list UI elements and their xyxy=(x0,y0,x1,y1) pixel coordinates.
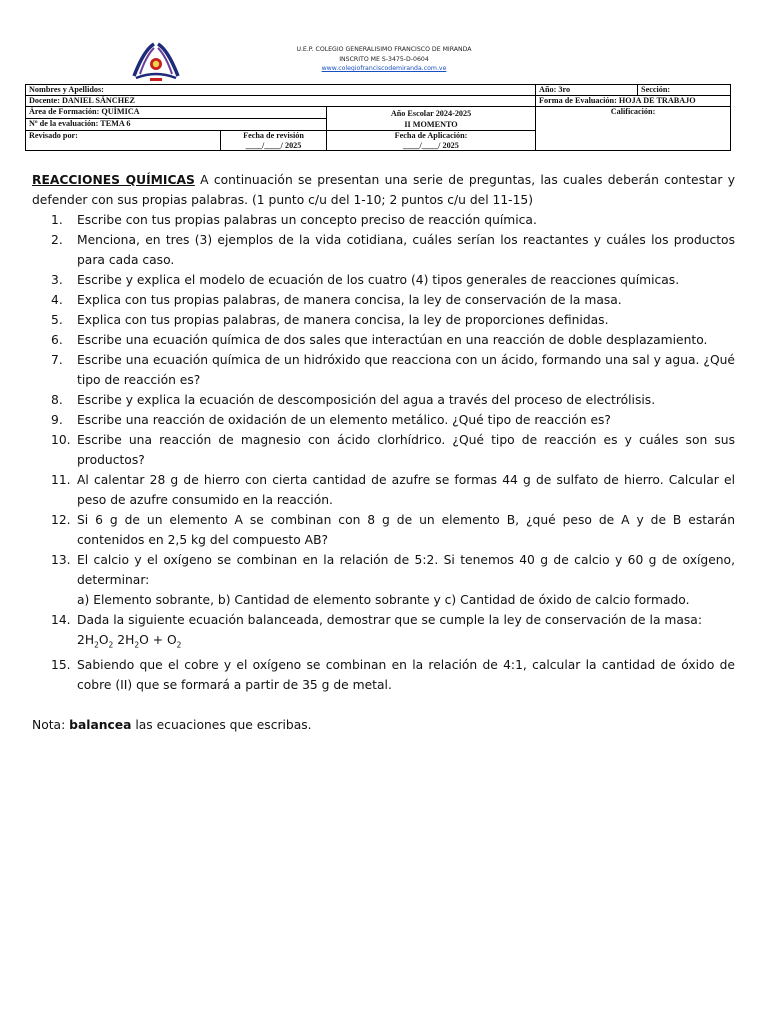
question-item xyxy=(32,470,735,510)
question-text: Escribe y explica el modelo de ecuación de los cuatro (4) tipos generales de reacciones químicas. xyxy=(77,273,680,287)
question-item xyxy=(32,550,735,610)
question-text: Escribe con tus propias palabras un concepto preciso de reacción química. xyxy=(77,213,537,227)
question-number: 2. xyxy=(51,233,63,247)
question-text: Al calentar 28 g de hierro con cierta cantidad de azufre se formas 44 g de sulfato de hierro. Calcular el peso de azufre consumido en la reacción. xyxy=(77,473,735,507)
question-item xyxy=(32,310,735,330)
question-number: 6. xyxy=(51,333,63,347)
application-date-label: Fecha de Aplicación: xyxy=(394,131,468,140)
school-name: U.E.P. COLEGIO GENERALISIMO FRANCISCO DE MIRANDA xyxy=(296,46,472,53)
question-text: Menciona, en tres (3) ejemplos de la vida cotidiana, cuáles serían los reactantes y cuáles los productos para cada caso. xyxy=(77,233,735,267)
review-date-value[interactable]: ____/____/ 2025 xyxy=(245,140,302,150)
question-number: 5. xyxy=(51,313,63,327)
question-item xyxy=(32,430,735,470)
equation-term: O xyxy=(139,633,149,647)
worksheet-note xyxy=(32,715,735,735)
question-number: 1. xyxy=(51,213,63,227)
equation-subscript: 2 xyxy=(108,640,114,650)
question-text: Explica con tus propias palabras, de manera concisa, la ley de conservación de la masa. xyxy=(77,293,622,307)
school-registration: INSCRITO ME S-3475-D-0604 xyxy=(339,55,429,63)
note-prefix: Nota: xyxy=(32,718,70,733)
equation-subscript: 2 xyxy=(94,640,99,650)
school-header xyxy=(200,45,568,74)
question-number: 15. xyxy=(51,658,71,673)
question-number: 11. xyxy=(51,473,71,487)
question-text: Escribe una reacción de magnesio con ácido clorhídrico. ¿Qué tipo de reacción es y cuáles son sus productos? xyxy=(77,433,735,467)
question-number: 4. xyxy=(51,293,63,307)
question-number: 9. xyxy=(51,413,63,427)
evaluation-number-field: Nº de la evaluación: TEMA 6 xyxy=(26,119,327,131)
reviewed-by-field[interactable]: Revisado por: xyxy=(26,131,221,151)
application-date-value[interactable]: ____/____/ 2025 xyxy=(403,140,459,150)
question-text: Dada la siguiente ecuación balanceada, demostrar que se cumple la ley de conservación de la masa: xyxy=(77,613,702,627)
question-number: 3. xyxy=(51,273,63,287)
evaluation-form-field: Forma de Evaluación: HOJA DE TRABAJO xyxy=(536,96,731,107)
question-subtext: a) Elemento sobrante, b) Cantidad de elemento sobrante y c) Cantidad de óxido de calcio formado. xyxy=(77,593,690,607)
question-text: Explica con tus propias palabras, de manera concisa, la ley de proporciones definidas. xyxy=(77,313,609,327)
equation-plus: + xyxy=(152,633,164,647)
equation-subscript: 2 xyxy=(134,640,140,650)
question-item xyxy=(32,350,735,390)
question-item xyxy=(32,655,735,695)
name-field[interactable]: Nombres y Apellidos: xyxy=(26,85,536,96)
equation-subscript: 2 xyxy=(176,640,182,650)
question-item xyxy=(32,610,735,630)
question-text: Sabiendo que el cobre y el oxígeno se combinan en la relación de 4:1, calcular la cantidad de óxido de cobre (II) que se formará a partir de 35 g de metal. xyxy=(77,658,735,693)
question-item xyxy=(32,410,735,430)
application-date-cell[interactable] xyxy=(327,131,536,151)
grade-field: Año: 3ro xyxy=(536,85,638,96)
school-year-cell xyxy=(327,107,536,131)
question-item xyxy=(32,510,735,550)
question-item xyxy=(32,210,735,230)
review-date-cell[interactable] xyxy=(221,131,327,151)
question-number: 14. xyxy=(51,613,71,627)
question-number: 8. xyxy=(51,393,63,407)
question-text: Escribe y explica la ecuación de descomposición del agua a través del proceso de electrólisis. xyxy=(77,393,656,407)
intro-text: A continuación se presentan una serie de preguntas, las cuales deberán contestar y defender con sus propias palabras. (1 punto c/u del 1-10; 2 puntos c/u del 11-15) xyxy=(32,173,735,207)
note-emphasis: balancea xyxy=(69,718,132,733)
question-list xyxy=(32,210,735,695)
question-item xyxy=(32,230,735,270)
teacher-field: Docente: DANIEL SÁNCHEZ xyxy=(26,96,536,107)
question-item xyxy=(32,290,735,310)
equation-term: 2H xyxy=(117,633,135,647)
school-website-link[interactable]: www.colegiofranciscodemiranda.com.ve xyxy=(321,65,447,72)
question-text: Escribe una ecuación química de dos sales que interactúan en una reacción de doble desplazamiento. xyxy=(77,333,708,347)
student-info-table xyxy=(25,84,731,151)
question-text: Escribe una reacción de oxidación de un elemento metálico. ¿Qué tipo de reacción es? xyxy=(77,413,611,427)
equation-term: O xyxy=(98,633,109,647)
chemical-equation xyxy=(32,630,735,655)
worksheet-title: REACCIONES QUÍMICAS xyxy=(32,173,195,187)
school-year: Año Escolar 2024-2025 xyxy=(390,109,472,118)
question-item xyxy=(32,270,735,290)
question-number: 7. xyxy=(51,353,63,367)
review-date-label: Fecha de revisión xyxy=(243,131,304,140)
equation-term: O xyxy=(166,633,177,647)
note-text: las ecuaciones que escribas. xyxy=(131,718,312,733)
question-text: Escribe una ecuación química de un hidróxido que reacciona con un ácido, formando una sal y agua. ¿Qué tipo de reacción es? xyxy=(77,353,735,387)
worksheet-content xyxy=(32,170,735,735)
area-field: Área de Formación: QUÍMICA xyxy=(26,107,327,119)
question-number: 10. xyxy=(51,433,71,447)
question-number: 12. xyxy=(51,513,71,527)
worksheet-intro xyxy=(32,170,735,210)
question-text: El calcio y el oxígeno se combinan en la relación de 5:2. Si tenemos 40 g de calcio y 60 g de oxígeno, determinar: xyxy=(77,553,735,587)
section-field[interactable]: Sección: xyxy=(638,85,731,96)
question-item xyxy=(32,390,735,410)
question-item xyxy=(32,330,735,350)
grade-cell[interactable]: Calificación: xyxy=(536,107,731,151)
equation-term: 2H xyxy=(77,633,95,647)
question-number: 13. xyxy=(51,553,71,567)
question-text: Si 6 g de un elemento A se combinan con 8 g de un elemento B, ¿qué peso de A y de B estarán contenidos en 2,5 kg del compuesto AB? xyxy=(77,513,735,547)
school-logo xyxy=(130,40,182,82)
moment-label: II MOMENTO xyxy=(404,120,458,129)
